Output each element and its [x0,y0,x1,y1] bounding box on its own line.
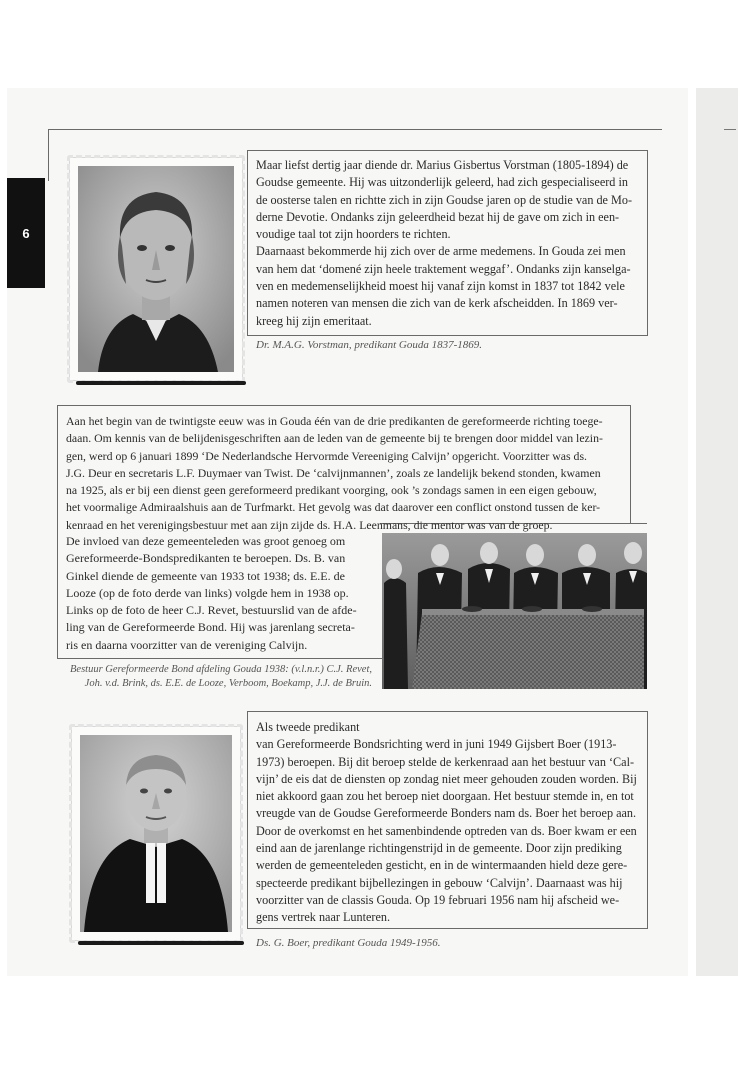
boer-portrait-image [80,735,232,932]
text-line: eind aan de jarenlange richtingenstrijd in de gemeente. Door zijn prediking [256,841,622,856]
top-frame-rule [48,129,662,130]
text-line: ven en medemenselijkheid moest hij vanaf zijn komst in 1837 tot 1842 vele [256,279,625,294]
text-line: Als tweede predikant [256,720,360,734]
text-line: na 1925, als er bij een dienst geen gereformeerd predikant voorging, ook ’s zondags samen in een eigen gebouw, [66,483,597,498]
left-frame-rule [48,129,49,181]
caption-line: Joh. v.d. Brink, ds. E.E. de Looze, Verboom, Boekamp, J.J. de Bruin. [84,678,372,689]
text-line: van hem dat ‘domené zijn heele traktement weggaf’. Ondanks zijn kanselga- [256,261,631,276]
text-line: ris en daarna voorzitter van de vereniging Calvijn. [66,637,308,652]
text-line: Door de overkomst en het samenbindende optreden van ds. Boer kwam er een [256,823,637,838]
vorstman-text [256,157,642,330]
text-line: voudige taal tot zijn hoorders te richten. [256,227,451,242]
text-line: kreeg hij zijn emeritaat. [256,313,372,328]
text-line: Ginkel diende de gemeente van 1933 tot 1938; ds. E.E. de [66,568,345,583]
text-line: Daarnaast bekommerde hij zich over de arme medemens. In Gouda zei men [256,244,626,259]
text-line: Goudse gemeente. Hij was uitzonderlijk geleerd, had zich gespecialiseerd in [256,175,628,190]
boer-photo [72,727,240,940]
text-line: 1973) beroepen. Bij dit beroep stelde de kerkenraad aan het bestuur van ‘Cal- [256,754,635,769]
text-line: de oosterse talen en richtte zich in zijn Goudse jaren op de studie van de Mo- [256,192,632,207]
text-line: vreugde van de Goudse Gereformeerde Bonders nam ds. Boer het beroep aan. [256,806,637,821]
section2-left-rule [57,405,58,658]
text-line: specteerde predikant bijbellezingen in gebouw ‘Calvijn’. Daarnaast was hij [256,875,623,890]
text-line: van Gereformeerde Bondsrichting werd in juni 1949 Gijsbert Boer (1913- [256,737,617,752]
caption-line: Bestuur Gereformeerde Bond afdeling Gouda 1938: (v.l.n.r.) C.J. Revet, [70,664,372,675]
text-line: voorzitter van de classis Gouda. Op 19 februari 1956 nam hij afscheid we- [256,892,620,907]
text-line: Links op de foto de heer C.J. Revet, bestuurslid van de afde- [66,603,357,618]
text-line: werden de gemeenteleden gesticht, en in de wintermaanden hield deze gere- [256,858,628,873]
text-line: daan. Om kennis van de belijdenisgeschriften aan de leden van de gemeente bij te brengen door middel van lezin- [66,431,603,446]
bestuur-group-photo [382,533,647,689]
text-line: gens vertrek naar Lunteren. [256,910,390,925]
vorstman-photo [70,158,242,380]
text-line: namen noteren van mensen die zich van de kerk afscheidden. In 1869 ver- [256,296,618,311]
section2-right-rule [630,405,631,523]
text-line: vijn’ de eis dat de diensten op zondag niet meer gehouden zouden worden. Bij [256,771,637,786]
text-line: Maar liefst dertig jaar diende dr. Marius Gisbertus Vorstman (1805-1894) de [256,158,629,172]
calvijn-text [66,413,628,534]
text-line: Aan het begin van de twintigste eeuw was in Gouda één van de drie predikanten de gereformeerde richting toege- [66,414,603,428]
text-line: Looze (op de foto derde van links) volgde hem in 1938 op. [66,585,349,600]
text-line: niet akkoord gaan zou het beroep niet doorgaan. Het bestuur stemde in, en tot [256,789,634,804]
vorstman-caption: Dr. M.A.G. Vorstman, predikant Gouda 1837-1869. [256,339,482,351]
page-number-tab [7,178,45,288]
section2-top-rule [57,405,631,406]
text-line: kenraad en het verenigingsbestuur met aan zijn zijde ds. H.A. Leenmans, die mentor was van de groep. [66,517,553,532]
section2-bottom-rule [57,658,382,659]
text-line: ling van de Gereformeerde Bond. Hij was jarenlang secreta- [66,620,355,635]
text-line: gen, werd op 6 januari 1899 ‘De Nederlandsche Hervormde Vereeniging Calvijn’ opgericht. Voorzitter was ds. [66,448,587,463]
bond-text [66,533,378,654]
text-line: Gereformeerde-Bondspredikanten te beroepen. Ds. B. van [66,551,346,566]
text-line: De invloed van deze gemeenteleden was groot genoeg om [66,534,346,548]
page-number: 6 [22,225,30,241]
bestuur-caption [60,663,372,691]
boer-caption: Ds. G. Boer, predikant Gouda 1949-1956. [256,937,441,949]
facing-page-edge [694,88,738,976]
vorstman-portrait-image [78,166,234,372]
boer-text [256,719,642,927]
text-line: J.G. Deur en secretaris L.F. Duymaer van Twist. De ‘calvijnmannen’, zoals ze landelijk bekend stonden, kwamen [66,465,601,480]
facing-page-rule [724,129,736,130]
bestuur-group-image [382,533,647,689]
text-line: derne Devotie. Ondanks zijn geleerdheid bezat hij de gave om zich in een- [256,209,620,224]
text-line: het voormalige Admiraalshuis aan de Turfmarkt. Het gevolg was dat daarover een conflict onstond tussen de ker- [66,500,601,515]
